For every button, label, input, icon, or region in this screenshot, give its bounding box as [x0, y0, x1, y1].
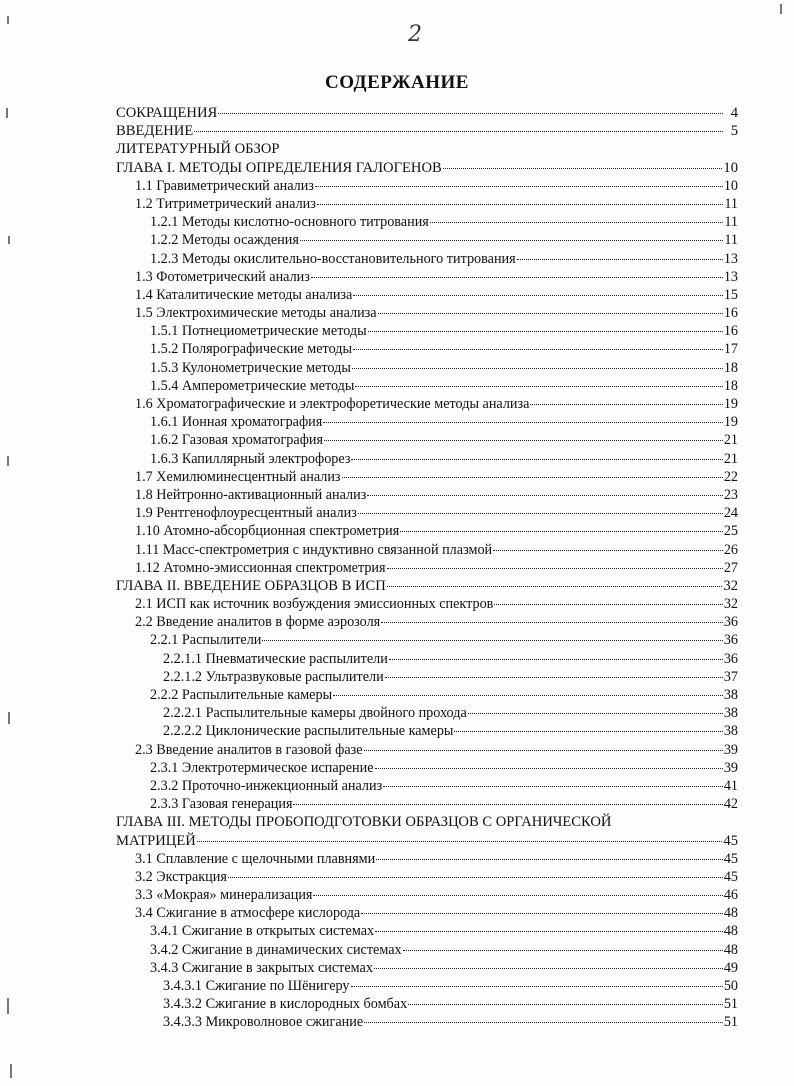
toc-entry: [116, 322, 738, 340]
toc-entry-label: 1.8 Нейтронно-активационный анализ: [135, 486, 367, 503]
toc-leader-dots: [468, 712, 723, 714]
toc-entry-label: 1.2 Титриметрический анализ: [135, 195, 316, 212]
toc-entry-page: 27: [723, 559, 738, 576]
toc-leader-dots: [351, 985, 723, 987]
toc-entry: [116, 377, 738, 395]
toc-entry-page: 4: [730, 105, 738, 121]
scan-mark: [10, 1064, 12, 1078]
toc-entry: [116, 941, 738, 959]
toc-entry-page: 18: [723, 359, 738, 376]
toc-entry-label: 2.2 Введение аналитов в форме аэрозоля: [135, 614, 381, 631]
toc-entry-label: 2.3.3 Газовая генерация: [150, 796, 293, 813]
toc-entry: [116, 704, 738, 722]
toc-entry-label: 3.3 «Мокрая» минерализация: [135, 887, 313, 904]
toc-entry-label: ВВЕДЕНИЕ: [116, 123, 194, 140]
toc-entry-page: 16: [723, 305, 738, 322]
toc-entry: [116, 140, 738, 158]
toc-entry: [116, 977, 738, 995]
toc-entry-label: 1.6.3 Капиллярный электрофорез: [150, 450, 351, 467]
toc-entry-label: 1.2.2 Методы осаждения: [150, 232, 299, 249]
toc-entry-label: 1.5.3 Кулонометрические методы: [150, 359, 351, 376]
toc-leader-dots: [364, 1021, 723, 1023]
toc-entry-page: 42: [723, 796, 738, 813]
toc-entry: [116, 104, 738, 122]
toc-leader-dots: [389, 658, 723, 660]
toc-entry: [116, 177, 738, 195]
toc-entry: [116, 813, 738, 831]
scan-mark: [6, 108, 8, 118]
toc-entry-page: 38: [723, 687, 738, 703]
toc-leader-dots: [293, 803, 722, 805]
toc-leader-dots: [323, 421, 723, 423]
toc-entry: [116, 413, 738, 431]
toc-entry: [116, 559, 738, 577]
toc-entry-page: 21: [723, 450, 738, 467]
toc-entry-page: 10: [723, 177, 738, 194]
toc-leader-dots: [378, 312, 723, 314]
toc-entry-page: 49: [723, 959, 738, 976]
toc-entry-page: 38: [723, 723, 738, 740]
toc-entry-page: 17: [723, 341, 738, 358]
toc-entry-label: 2.2.2.1 Распылительные камеры двойного прохода: [163, 705, 467, 722]
toc-entry-page: 39: [723, 759, 738, 776]
toc-leader-dots: [315, 185, 723, 187]
toc-entry-label: 2.3.1 Электротермическое испарение: [150, 759, 374, 776]
scan-mark: [7, 998, 9, 1014]
toc-entry: [116, 577, 738, 595]
toc-entry-page: 38: [723, 705, 738, 722]
toc-leader-dots: [403, 949, 723, 951]
toc-entry-page: 19: [723, 414, 738, 431]
toc-entry-page: 11: [724, 232, 738, 249]
toc-entry: [116, 922, 738, 940]
toc-entry: [116, 359, 738, 377]
toc-entry: [116, 431, 738, 449]
toc-leader-dots: [313, 894, 722, 896]
toc-entry-label: 3.4.3.3 Микроволновое сжигание: [163, 1014, 364, 1031]
toc-entry: [116, 850, 738, 868]
toc-leader-dots: [351, 458, 722, 460]
toc-entry-page: 32: [723, 577, 738, 594]
toc-leader-dots: [383, 785, 723, 787]
scan-mark: [780, 4, 782, 14]
toc-entry-page: 48: [723, 923, 738, 940]
toc-entry-label: 2.2.1.2 Ультразвуковые распылители: [163, 668, 384, 685]
toc-entry-page: 25: [723, 523, 738, 540]
toc-entry: [116, 668, 738, 686]
toc-entry: [116, 631, 738, 649]
toc-leader-dots: [342, 476, 723, 478]
toc-leader-dots: [352, 367, 723, 369]
toc-entry-label: 2.3 Введение аналитов в газовой фазе: [135, 741, 363, 758]
toc-leader-dots: [367, 494, 723, 496]
toc-entry-label: 3.4.2 Сжигание в динамических системах: [150, 941, 402, 958]
toc-leader-dots: [387, 567, 723, 569]
toc-entry-page: 51: [723, 996, 738, 1013]
toc-entry: [116, 868, 738, 886]
toc-entry-label: 3.1 Сплавление с щелочными плавнями: [135, 850, 376, 867]
toc-leader-dots: [355, 385, 722, 387]
toc-entry-page: 51: [723, 1014, 738, 1031]
toc-entry: [116, 195, 738, 213]
toc-leader-dots: [387, 585, 723, 587]
handwritten-page-number: 2: [408, 22, 422, 47]
toc-entry: [116, 213, 738, 231]
toc-entry-page: 32: [723, 596, 738, 613]
toc-entry: [116, 122, 738, 140]
toc-entry-label: 1.5.2 Полярографические методы: [150, 341, 352, 358]
toc-entry-label: 1.5.4 Амперометрические методы: [150, 377, 355, 394]
toc-leader-dots: [430, 221, 723, 223]
toc-leader-dots: [300, 239, 723, 241]
toc-leader-dots: [408, 1003, 723, 1005]
toc-leader-dots: [317, 203, 723, 205]
toc-entry: [116, 250, 738, 268]
toc-entry: [116, 795, 738, 813]
page-title: СОДЕРЖАНИЕ: [325, 72, 469, 93]
toc-entry: [116, 468, 738, 486]
toc-entry: [116, 959, 738, 977]
toc-leader-dots: [324, 439, 723, 441]
toc-entry-page: 13: [723, 250, 738, 267]
toc-entry-page: 26: [723, 541, 738, 558]
toc-entry-page: 48: [723, 905, 738, 922]
toc-entry-label: 1.6 Хроматографические и электрофоретические методы анализа: [135, 396, 530, 412]
toc-entry: [116, 268, 738, 286]
toc-leader-dots: [443, 167, 723, 169]
toc-leader-dots: [368, 330, 723, 332]
toc-entry: [116, 231, 738, 249]
toc-entry: [116, 522, 738, 540]
toc-entry: [116, 159, 738, 177]
toc-entry: [116, 450, 738, 468]
toc-entry-label: 3.4.3 Сжигание в закрытых системах: [150, 959, 373, 976]
toc-entry-label: 1.3 Фотометрический анализ: [135, 268, 310, 285]
toc-entry: [116, 886, 738, 904]
toc-entry-label: 1.2.1 Методы кислотно-основного титрования: [150, 214, 429, 231]
toc-entry-page: 36: [723, 614, 738, 631]
toc-leader-dots: [358, 512, 723, 514]
toc-entry-page: 11: [724, 195, 738, 212]
toc-leader-dots: [517, 258, 723, 260]
toc-leader-dots: [493, 549, 723, 551]
scan-mark: [8, 236, 10, 244]
toc-entry: [116, 304, 738, 322]
toc-entry: [116, 541, 738, 559]
toc-entry-label: 1.2.3 Методы окислительно-восстановительного титрования: [150, 250, 516, 267]
toc-entry-page: 45: [723, 832, 738, 849]
toc-leader-dots: [375, 930, 723, 932]
scan-mark: [8, 712, 10, 724]
toc-entry-label: 3.4.3.2 Сжигание в кислородных бомбах: [163, 996, 408, 1013]
toc-entry-label: 3.4.1 Сжигание в открытых системах: [150, 923, 375, 940]
toc-leader-dots: [494, 603, 722, 605]
toc-entry-page: 39: [723, 741, 738, 758]
toc-entry-page: 36: [723, 632, 738, 649]
toc-entry-page: 46: [723, 887, 738, 904]
toc-entry-label: 1.11 Масс-спектрометрия с индуктивно связанной плазмой: [135, 541, 493, 558]
toc-entry-page: 24: [723, 505, 738, 522]
toc-entry: [116, 613, 738, 631]
toc-entry-page: 10: [723, 159, 738, 176]
toc-entry-label: 1.9 Рентгенофлоуресцентный анализ: [135, 505, 357, 522]
toc-entry: [116, 904, 738, 922]
toc-leader-dots: [311, 276, 723, 278]
toc-entry-label: 1.6.2 Газовая хроматография: [150, 432, 324, 449]
toc-entry-label: 1.5.1 Потнециометрические методы: [150, 323, 367, 340]
toc-entry-page: 19: [723, 396, 738, 412]
toc-entry-page: 11: [724, 214, 738, 231]
toc-leader-dots: [361, 912, 723, 914]
toc-entry-label: ГЛАВА I. МЕТОДЫ ОПРЕДЕЛЕНИЯ ГАЛОГЕНОВ: [116, 159, 442, 176]
toc-leader-dots: [385, 676, 723, 678]
toc-entry: [116, 595, 738, 613]
toc-leader-dots: [197, 840, 723, 842]
toc-entry: [116, 722, 738, 740]
toc-entry-label: СОКРАЩЕНИЯ: [116, 105, 218, 121]
toc-entry-page: 37: [723, 668, 738, 685]
toc-entry-label: МАТРИЦЕЙ: [116, 832, 196, 849]
toc-entry-label: 1.1 Гравиметрический анализ: [135, 177, 314, 194]
toc-entry-page: 22: [723, 468, 738, 485]
toc-entry-page: 15: [723, 286, 738, 303]
toc-entry-page: 21: [723, 432, 738, 449]
toc-entry-page: 13: [723, 268, 738, 285]
toc-entry-label: 1.5 Электрохимические методы анализа: [135, 305, 377, 322]
toc-entry: [116, 340, 738, 358]
toc-entry: [116, 741, 738, 759]
toc-leader-dots: [333, 694, 723, 696]
toc-leader-dots: [381, 621, 723, 623]
toc-entry-label: 1.6.1 Ионная хроматография: [150, 414, 323, 431]
toc-entry-page: 50: [723, 978, 738, 994]
scan-mark: [7, 456, 9, 466]
toc-entry-page: 16: [723, 323, 738, 340]
toc-entry-label: 3.4.3.1 Сжигание по Шёнигеру: [163, 978, 350, 994]
toc-leader-dots: [364, 749, 723, 751]
table-of-contents: [116, 104, 738, 1032]
toc-leader-dots: [218, 112, 723, 114]
toc-entry-page: 36: [723, 650, 738, 667]
toc-leader-dots: [353, 294, 722, 296]
toc-leader-dots: [374, 967, 723, 969]
toc-entry-label: 1.12 Атомно-эмиссионная спектрометрия: [135, 559, 386, 576]
toc-entry-label: 3.2 Экстракция: [135, 868, 227, 885]
toc-entry-page: 48: [723, 941, 738, 958]
scan-mark: [7, 16, 9, 24]
toc-entry: [116, 995, 738, 1013]
toc-entry-label: 2.2.1.1 Пневматические распылители: [163, 650, 388, 667]
toc-entry-page: 5: [730, 123, 738, 140]
toc-entry-label: 3.4 Сжигание в атмосфере кислорода: [135, 905, 361, 922]
toc-entry: [116, 504, 738, 522]
toc-leader-dots: [400, 530, 723, 532]
toc-entry-page: 23: [723, 486, 738, 503]
toc-leader-dots: [194, 130, 723, 132]
toc-entry: [116, 286, 738, 304]
toc-entry-label: 2.3.2 Проточно-инжекционный анализ: [150, 777, 383, 794]
toc-entry-label: ГЛАВА III. МЕТОДЫ ПРОБОПОДГОТОВКИ ОБРАЗЦОВ С ОРГАНИЧЕСКОЙ: [116, 814, 612, 831]
toc-entry: [116, 486, 738, 504]
toc-entry: [116, 686, 738, 704]
toc-entry-label: 2.2.2.2 Циклонические распылительные камеры: [163, 723, 454, 740]
toc-entry: [116, 759, 738, 777]
toc-entry-label: 1.10 Атомно-абсорбционная спектрометрия: [135, 523, 400, 540]
toc-leader-dots: [353, 348, 723, 350]
toc-entry-label: ЛИТЕРАТУРНЫЙ ОБЗОР: [116, 141, 280, 158]
toc-entry: [116, 1013, 738, 1031]
toc-entry-page: 45: [723, 868, 738, 885]
toc-entry-label: 2.2.2 Распылительные камеры: [150, 687, 333, 703]
toc-leader-dots: [376, 858, 723, 860]
toc-leader-dots: [262, 639, 722, 641]
toc-entry-page: 18: [723, 377, 738, 394]
toc-leader-dots: [530, 403, 722, 405]
toc-entry: [116, 395, 738, 413]
toc-leader-dots: [375, 767, 723, 769]
toc-entry-label: 1.4 Каталитические методы анализа: [135, 286, 353, 303]
toc-entry-label: ГЛАВА II. ВВЕДЕНИЕ ОБРАЗЦОВ В ИСП: [116, 577, 386, 594]
toc-entry: [116, 650, 738, 668]
toc-entry-label: 2.1 ИСП как источник возбуждения эмиссионных спектров: [135, 596, 494, 613]
toc-entry-page: 41: [723, 777, 738, 794]
toc-entry: [116, 777, 738, 795]
toc-entry: [116, 832, 738, 850]
toc-leader-dots: [228, 876, 723, 878]
toc-leader-dots: [454, 730, 722, 732]
toc-entry-label: 2.2.1 Распылители: [150, 632, 262, 649]
toc-entry-page: 45: [723, 850, 738, 867]
toc-entry-label: 1.7 Хемилюминесцентный анализ: [135, 468, 341, 485]
